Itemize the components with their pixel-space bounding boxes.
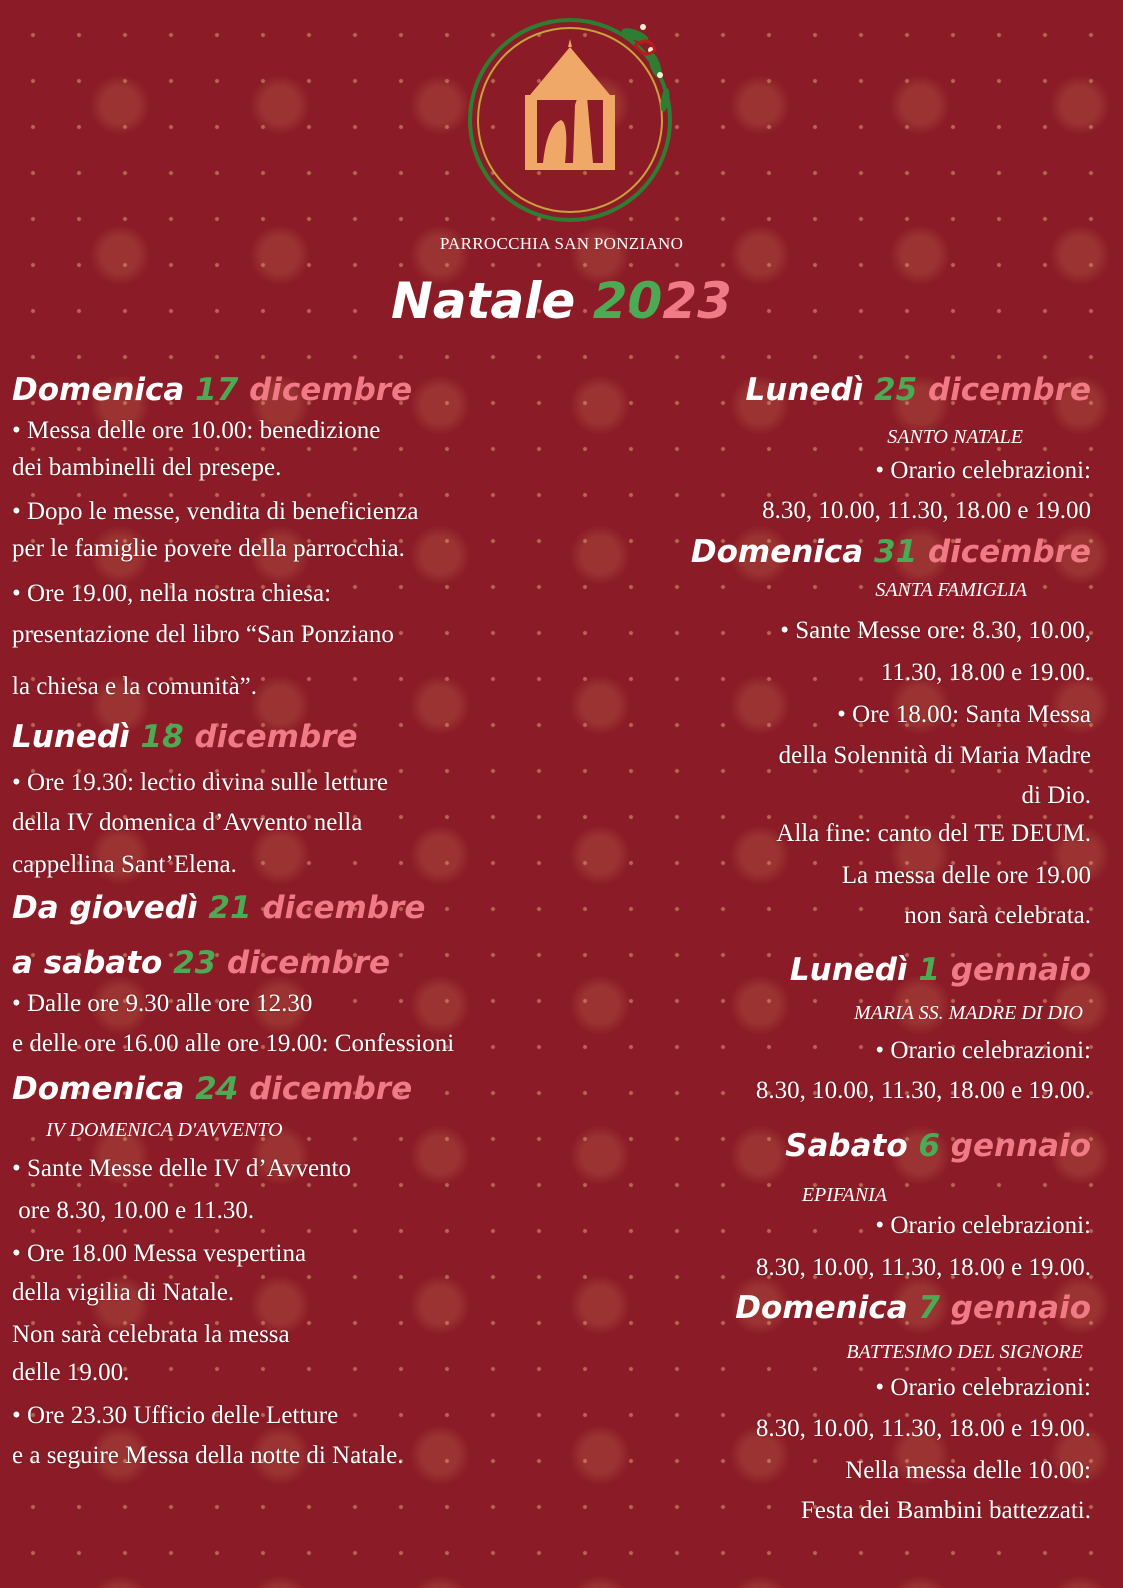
schedule-line: • Orario celebrazioni: <box>875 1037 1091 1064</box>
schedule-line: • Ore 19.30: lectio divina sulle letture <box>12 769 389 796</box>
schedule-line: • Ore 18.00: Santa Messa <box>837 701 1091 728</box>
schedule-line: ore 8.30, 10.00 e 11.30. <box>12 1197 255 1224</box>
heading-weekday: a sabato <box>12 945 163 981</box>
schedule-line: della vigilia di Natale. <box>12 1279 235 1306</box>
heading-month: dicembre <box>262 890 426 926</box>
section-subtitle: IV DOMENICA D'AVVENTO <box>46 1119 283 1141</box>
schedule-line: • Sante Messe delle IV d’Avvento <box>12 1155 352 1182</box>
schedule-line: • Ore 18.00 Messa vespertina <box>12 1240 307 1267</box>
schedule-line: per le famiglie povere della parrocchia. <box>12 535 405 562</box>
title-year-part: 23 <box>662 272 732 330</box>
day-heading <box>789 952 1091 988</box>
heading-day-number: 25 <box>874 372 918 408</box>
heading-weekday: Sabato <box>785 1128 908 1164</box>
schedule-line: • Orario celebrazioni: <box>875 1374 1091 1401</box>
schedule-line: 11.30, 18.00 e 19.00. <box>880 659 1091 686</box>
heading-day-number: 21 <box>208 890 252 926</box>
day-heading <box>745 372 1092 408</box>
section-subtitle: SANTA FAMIGLIA <box>875 579 1027 601</box>
title-year-part: 20 <box>592 272 663 330</box>
schedule-line: • Messa delle ore 10.00: benedizione <box>12 417 381 444</box>
schedule-line: presentazione del libro “San Ponziano <box>12 621 394 648</box>
schedule-line: 8.30, 10.00, 11.30, 18.00 e 19.00 <box>762 497 1091 524</box>
page-title <box>0 272 1123 330</box>
heading-month: gennaio <box>950 1128 1091 1164</box>
heading-day-number: 18 <box>140 719 184 755</box>
section-subtitle: MARIA SS. MADRE DI DIO <box>853 1002 1083 1024</box>
heading-month: gennaio <box>950 952 1091 988</box>
schedule-line: • Dalle ore 9.30 alle ore 12.30 <box>12 990 313 1017</box>
schedule-line: delle 19.00. <box>12 1359 130 1386</box>
schedule-line: • Orario celebrazioni: <box>875 1212 1091 1239</box>
schedule-line: Festa dei Bambini battezzati. <box>800 1497 1091 1524</box>
schedule-line: della IV domenica d’Avvento nella <box>12 809 363 836</box>
heading-day-number: 7 <box>918 1290 940 1326</box>
schedule-line: • Sante Messe ore: 8.30, 10.00, <box>780 617 1091 644</box>
heading-month: dicembre <box>249 372 413 408</box>
heading-weekday: Lunedì <box>745 372 864 408</box>
schedule-line: • Ore 19.00, nella nostra chiesa: <box>12 580 332 607</box>
heading-weekday: Domenica <box>12 372 185 408</box>
schedule-line: La messa delle ore 19.00 <box>841 862 1091 889</box>
schedule-line: Nella messa delle 10.00: <box>845 1457 1091 1484</box>
schedule-line: 8.30, 10.00, 11.30, 18.00 e 19.00. <box>755 1254 1091 1281</box>
day-heading <box>12 1071 413 1107</box>
section-subtitle: EPIFANIA <box>801 1184 887 1206</box>
heading-weekday: Lunedì <box>12 719 130 755</box>
schedule-line: • Orario celebrazioni: <box>875 457 1091 484</box>
section-subtitle: BATTESIMO DEL SIGNORE <box>846 1341 1083 1363</box>
nativity-logo <box>465 5 695 230</box>
schedule-line: e a seguire Messa della notte di Natale. <box>12 1442 404 1469</box>
schedule-line: la chiesa e la comunità”. <box>12 673 258 700</box>
schedule-line: Alla fine: canto del TE DEUM. <box>776 820 1091 847</box>
heading-day-number: 1 <box>918 952 940 988</box>
heading-month: dicembre <box>227 945 391 981</box>
schedule-line: di Dio. <box>1021 782 1091 809</box>
heading-weekday: Da giovedì <box>12 890 198 926</box>
parish-name: PARROCCHIA SAN PONZIANO <box>439 234 684 253</box>
heading-weekday: Domenica <box>690 534 864 570</box>
schedule-line: • Ore 23.30 Ufficio delle Letture <box>12 1402 339 1429</box>
heading-day-number: 24 <box>195 1071 239 1107</box>
heading-weekday: Domenica <box>12 1071 185 1107</box>
heading-day-number: 31 <box>874 534 918 570</box>
day-heading <box>785 1128 1091 1164</box>
schedule-line: 8.30, 10.00, 11.30, 18.00 e 19.00. <box>755 1077 1091 1104</box>
schedule-line: e delle ore 16.00 alle ore 19.00: Confessioni <box>12 1030 455 1057</box>
schedule-line: cappellina Sant’Elena. <box>12 851 237 878</box>
heading-day-number: 6 <box>918 1128 940 1164</box>
day-heading <box>12 890 426 926</box>
heading-weekday: Lunedì <box>789 952 908 988</box>
heading-month: dicembre <box>927 372 1091 408</box>
heading-day-number: 23 <box>173 945 217 981</box>
heading-month: dicembre <box>194 719 358 755</box>
schedule-line: 8.30, 10.00, 11.30, 18.00 e 19.00. <box>755 1415 1091 1442</box>
schedule-line: non sarà celebrata. <box>904 902 1091 929</box>
title-word: Natale <box>391 272 576 330</box>
day-heading <box>690 534 1091 570</box>
section-subtitle: SANTO NATALE <box>887 426 1023 448</box>
schedule-line: • Dopo le messe, vendita di beneficienza <box>12 498 419 525</box>
schedule-line: della Solennità di Maria Madre <box>778 742 1091 769</box>
day-heading <box>12 945 391 981</box>
schedule-line: Non sarà celebrata la messa <box>12 1321 290 1348</box>
day-heading <box>12 719 358 755</box>
heading-month: gennaio <box>950 1290 1091 1326</box>
heading-month: dicembre <box>249 1071 413 1107</box>
heading-day-number: 17 <box>195 372 239 408</box>
heading-weekday: Domenica <box>735 1290 908 1326</box>
heading-month: dicembre <box>927 534 1091 570</box>
day-heading <box>735 1290 1091 1326</box>
schedule-line: dei bambinelli del presepe. <box>12 454 282 481</box>
day-heading <box>12 372 413 408</box>
